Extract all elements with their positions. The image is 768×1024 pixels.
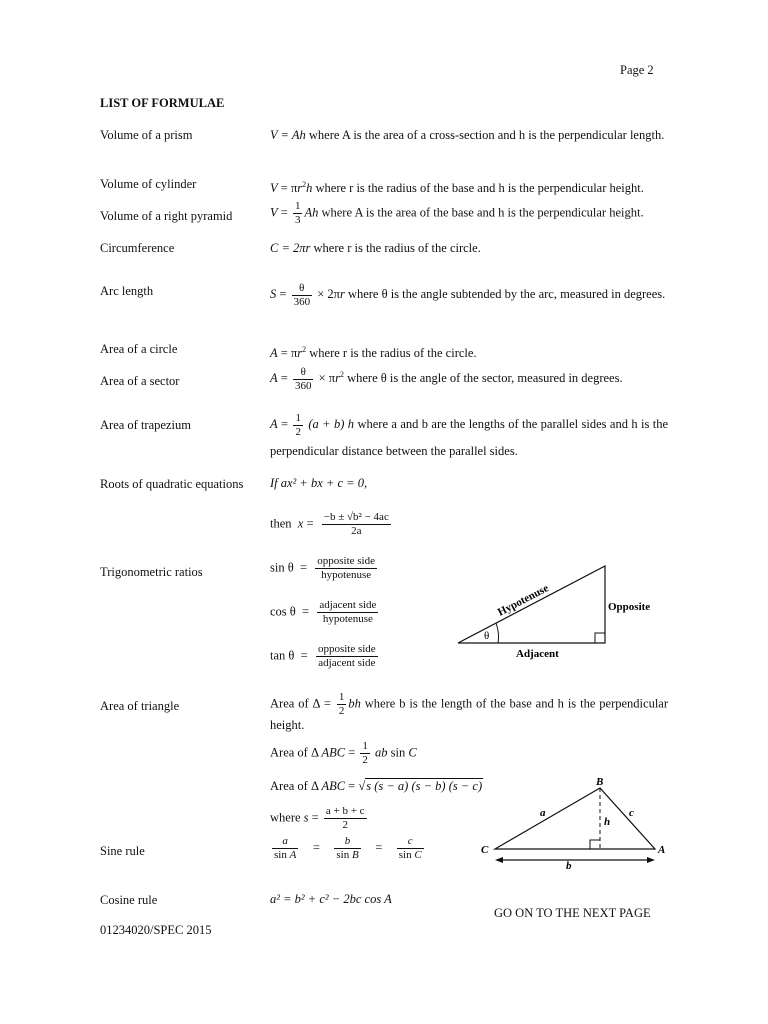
cos-formula: cos θ = $\frac{\text{adjacent side}}{\text{hypotenuse}}$ (270, 599, 377, 625)
trapezium-description: where a and b are the lengths of the parallel sides and h is the perpendicular distance between the parallel sides. (270, 417, 668, 458)
circumference-expr: C = 2πr (270, 241, 311, 255)
s-denominator: 2 (342, 819, 348, 831)
right-angle-marker (595, 633, 605, 643)
right-triangle-diagram (450, 560, 660, 665)
sector-description: where θ is the angle of the sector, measured in degrees. (347, 371, 623, 386)
cos-numerator: adjacent side (319, 599, 377, 611)
prism-formula (270, 127, 668, 144)
page-title: LIST OF FORMULAE (100, 96, 225, 110)
general-triangle-diagram (478, 772, 678, 872)
circle-area-description: where r is the radius of the circle. (309, 346, 477, 361)
cos-denominator: hypotenuse (322, 613, 373, 625)
cosine-rule-formula (270, 892, 392, 907)
sin-formula: sin θ = $\frac{\text{opposite side}}{\text{hypotenuse}}$ (270, 555, 375, 581)
side-c-label: c (629, 807, 634, 819)
quadratic-condition-text: If ax² + bx + c = 0, (270, 476, 368, 490)
cosine-rule-expr: a² = b² + c² − 2bc cos A (270, 892, 392, 906)
triangle-area-label: Area of triangle (100, 699, 180, 713)
triangle-area-sine-formula: Area of Δ ABC = $\frac{1}{2}$ ab sin C (270, 740, 417, 766)
trapezium-expr: (a + b) h (308, 417, 355, 431)
tan-formula: tan θ = $\frac{\text{opposite side}}{\text{adjacent side}}$ (270, 643, 376, 669)
opposite-label: Opposite (608, 601, 651, 613)
side-a-label: a (540, 807, 546, 819)
next-page-notice: GO ON TO THE NEXT PAGE (494, 906, 651, 920)
height-h-label: h (604, 816, 611, 828)
pyramid-description: where A is the area of the base and h is the perpendicular height. (321, 205, 644, 220)
arrowhead-right (647, 857, 655, 863)
triangle-area-description: where b is the length of the base and h is the perpendicular height. (270, 696, 669, 732)
quadratic-condition (270, 476, 367, 491)
prism-description: where A is the area of a cross-section and h is the perpendicular length. (308, 128, 665, 142)
tan-denominator: adjacent side (318, 657, 376, 669)
prism-formula-expr: V = Ah (270, 128, 306, 142)
page-number: Page 2 (620, 63, 654, 77)
paper-code: 01234020/SPEC 2015 (100, 923, 212, 937)
trapezium-label: Area of trapezium (100, 418, 191, 432)
heron-radicand: s (s − a) (s − b) (s − c) (366, 779, 483, 793)
sin-numerator: opposite side (317, 555, 375, 567)
cosine-rule-label: Cosine rule (100, 893, 158, 907)
circumference-formula (270, 240, 668, 257)
arrowhead-left (495, 857, 503, 863)
circle-area-formula: $A = \pi r^2$ where r is the radius of the circle. (270, 345, 477, 361)
cylinder-formula: $V = \pi r^2h$ where r is the radius of the base and h is the perpendicular height. (270, 180, 644, 196)
vertex-c-label: C (481, 844, 489, 856)
height-right-angle-marker (590, 840, 600, 849)
theta-label: θ (484, 630, 490, 642)
s-numerator: a + b + c (325, 805, 365, 817)
circumference-label: Circumference (100, 241, 175, 255)
sector-formula: A = $\frac{\theta}{360}$ × $\pi r^2$ where θ is the angle of the sector, measured in degrees. (270, 365, 623, 392)
sector-label: Area of a sector (100, 374, 180, 388)
trapezium-formula: A = $\frac{1}{2}$ (a + b) h where a and b are the lengths of the parallel sides and h is the perpendicular distance between the parallel sides. (270, 411, 668, 458)
sin-denominator: hypotenuse (321, 569, 372, 581)
arc-label: Arc length (100, 284, 154, 298)
adjacent-label: Adjacent (516, 648, 559, 660)
quadratic-formula: then x = $\frac{\text{−b ± √b² − 4ac}}{2a}$ (270, 511, 389, 537)
side-b-label: b (566, 860, 572, 872)
quadratic-denominator: 2a (351, 525, 362, 537)
angle-arc (496, 623, 498, 643)
arc-description: where θ is the angle subtended by the arc, measured in degrees. (347, 287, 666, 301)
triangle-area-formula: Area of Δ = $\frac{1}{2}$ bh where b is the length of the base and h is the perpendicular height. (270, 691, 669, 732)
sine-rule-formula: $\frac{a}{\text{sin A}}$ = $\frac{b}{\text{sin B}}$ = $\frac{c}{\text{sin C}}$ (274, 835, 422, 861)
quadratic-numerator: −b ± √b² − 4ac (323, 511, 389, 523)
pyramid-label: Volume of a right pyramid (100, 209, 233, 223)
pyramid-formula: V = $\frac{1}{3}$ Ah where A is the area of the base and h is the perpendicular height. (270, 200, 644, 226)
vertex-b-label: B (596, 776, 604, 788)
cylinder-label: Volume of cylinder (100, 177, 197, 191)
trig-label: Trigonometric ratios (100, 565, 203, 579)
hypotenuse-label: Hypotenuse (495, 582, 551, 619)
sine-rule-label: Sine rule (100, 844, 145, 858)
arc-formula: S = $\frac{\theta}{360}$ × 2πr where θ is the angle subtended by the arc, measured in degrees. (270, 281, 666, 308)
semi-perimeter-formula: where s = $\frac{a + b + c}{2}$ (270, 805, 365, 831)
circumference-description: where r is the radius of the circle. (313, 241, 481, 255)
tan-numerator: opposite side (317, 643, 376, 655)
circle-area-label: Area of a circle (100, 342, 178, 356)
right-triangle-shape (458, 566, 605, 643)
heron-formula: Area of Δ ABC = √s (s − a) (s − b) (s − c) (270, 779, 483, 793)
prism-label: Volume of a prism (100, 128, 193, 142)
quadratic-label: Roots of quadratic equations (100, 477, 244, 491)
cylinder-description: where r is the radius of the base and h is the perpendicular height. (315, 181, 644, 196)
vertex-a-label: A (658, 844, 666, 856)
quadratic-then: then (270, 516, 292, 531)
